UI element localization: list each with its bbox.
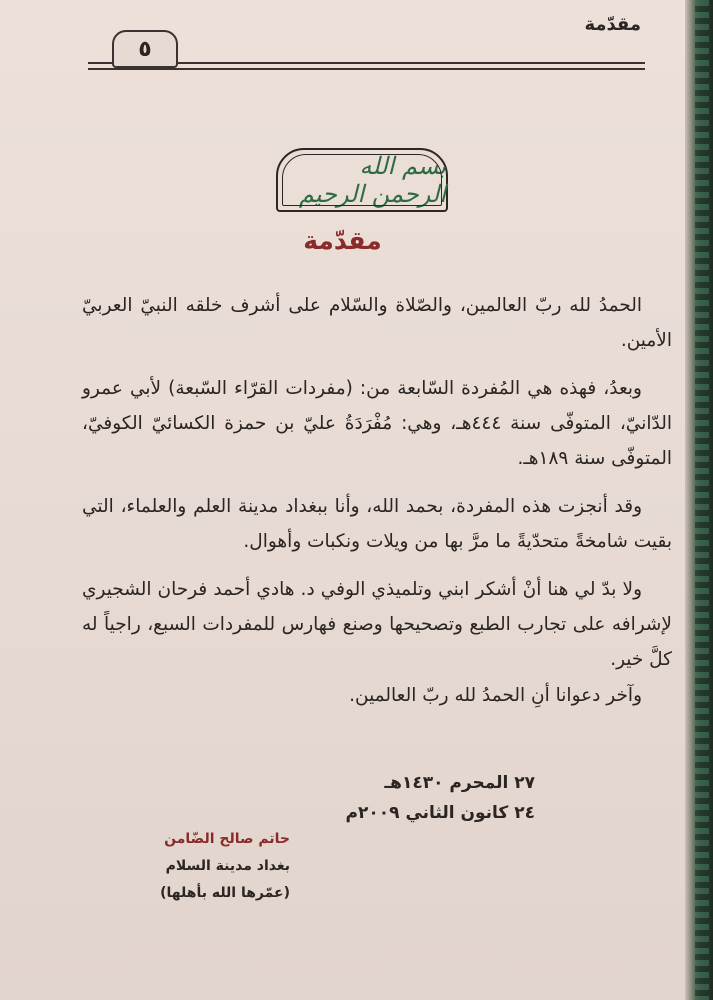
section-title: مقدّمة: [303, 226, 382, 255]
paragraph: ولا بدّ لي هنا أنْ أشكر ابني وتلميذي الوفي د. هادي أحمد فرحان الشجيري لإشرافه على تجارب الطبع وتصحيحها وصنع فهارس للمفردات السبع، راجياً له كلَّ خير.: [82, 579, 672, 670]
hijri-date: ٢٧ المحرم ١٤٣٠هـ: [384, 773, 535, 793]
header-rule: [88, 68, 645, 70]
author-city: بغداد مدينة السلام: [165, 858, 290, 874]
gregorian-date: ٢٤ كانون الثاني ٢٠٠٩م: [345, 803, 535, 823]
signature-block: [110, 826, 290, 907]
basmala-calligraphy: بسم الله الرحمن الرحيم: [298, 152, 446, 208]
basmala-frame: [276, 148, 448, 212]
body-text: [82, 288, 672, 726]
author-prayer: (عمّرها الله بأهلها): [160, 885, 290, 901]
book-spine: [685, 0, 713, 1000]
page-number-badge: [112, 30, 178, 68]
page-number: ٥: [138, 36, 152, 62]
paragraph: الحمدُ لله ربّ العالمين، والصّلاة والسّلام على أشرف خلقه النبيّ العربيّ الأمين.: [82, 295, 672, 351]
date-block: [335, 768, 535, 828]
paragraph: وقد أنجزت هذه المفردة، بحمد الله، وأنا ببغداد مدينة العلم والعلماء، التي بقيت شامخةً متحدّيةً ما مرَّ بها من ويلات ونكبات وأهوال.: [82, 496, 672, 552]
running-header-title: مقدّمة: [584, 14, 641, 35]
closing-line: وآخر دعوانا أنِ الحمدُ لله ربّ العالمين.: [349, 685, 642, 706]
author-name: حاتم صالح الضّامن: [164, 831, 290, 847]
paragraph: وبعدُ، فهذه هي المُفردة السّابعة من: (مفردات القرّاء السّبعة) لأبي عمرو الدّانيّ، المتوفّى سنة ٤٤٤هـ، وهي: مُفْرَدَةُ عليّ بن حمزة الكسائيّ الكوفيّ، المتوفّى سنة ١٨٩هـ.: [82, 378, 672, 469]
spine-ornament: [695, 0, 709, 1000]
